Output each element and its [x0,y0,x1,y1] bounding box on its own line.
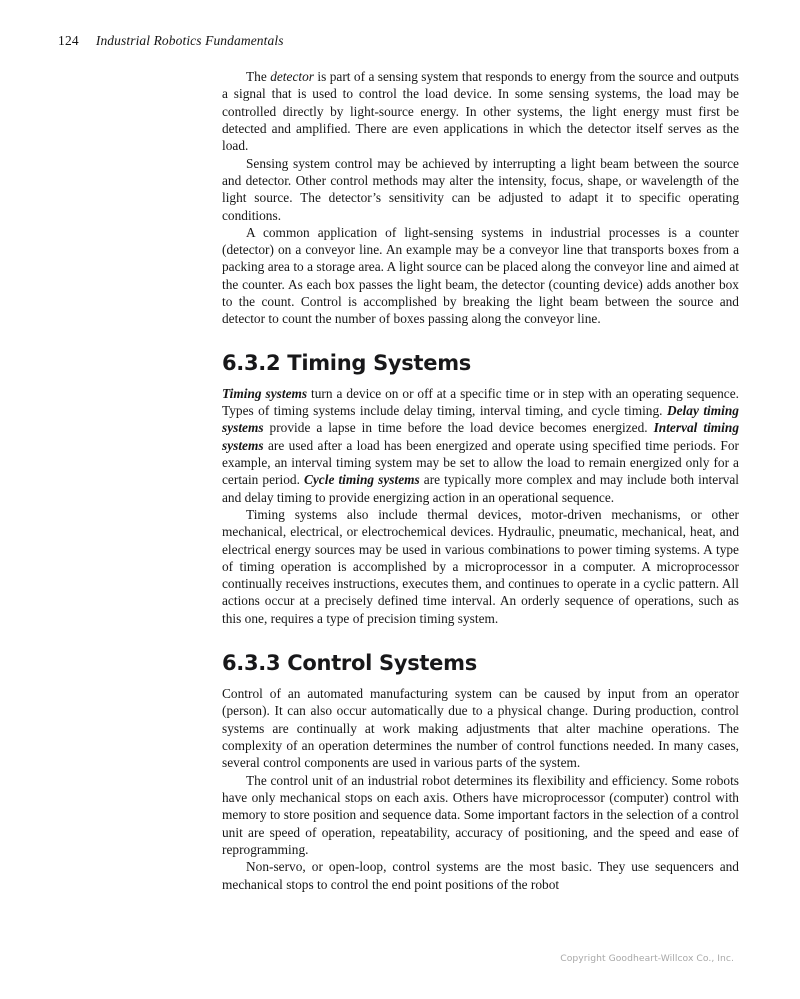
section-heading-632: 6.3.2 Timing Systems [222,350,471,375]
section-heading-633: 6.3.3 Control Systems [222,651,477,676]
emphasis-interval-timing-systems: Interval timing systems [222,420,740,453]
paragraph-non-servo: Non-servo, or open-loop, control systems are the most basic. They use sequencers and mechanical stops to control the end point positions of the robot [222,859,739,892]
paragraph-timing-devices: Timing systems also include thermal devices, motor-driven mechanisms, or other mechanical, electrical, or electrochemical devices. Hydraulic, pneumatic, mechanical, heat, and electrical energy sources may be used in various combinations to power timing systems. A type of timing operation is accomplished by a microprocessor in a computer. A microprocessor continually receives instructions, executes them, and continues to operate in a cyclic pattern. All actions occur at a precisely defined time interval. An orderly sequence of operations, such as this one, requires a type of precision timing system. [222,506,739,626]
paragraph-conveyor-counter: A common application of light-sensing systems in industrial processes is a counter (detector) on a conveyor line. An example may be a conveyor line that transports boxes from a packing area to a storage area. A light source can be placed along the conveyor line and aimed at the counter. As each box passes the light beam, the detector (counting device) adds another box to the count. Control is accomplished by breaking the light beam between the source and detector to count the number of boxes passing along the conveyor line. [222,224,739,327]
paragraph-detector [222,68,739,155]
emphasis-cycle-timing-systems: Cycle timing systems [303,472,420,488]
book-title: Industrial Robotics Fundamentals [95,33,284,48]
paragraph-rest-text: is part of a sensing system that responds to energy from the source and outputs a signal that is used to control the load device. In some sensing systems, the load may be controlled directly by light-source energy. In other systems, the light energy must first be detected and amplified. There are even applications in which the detector itself serves as the load. [222,69,740,154]
paragraph-timing-definitions [222,385,739,506]
paragraph-sensing-control: Sensing system control may be achieved by interrupting a light beam between the source and detector. Other control methods may alter the intensity, focus, shape, or wavelength of the light source. The detector’s sensitivity can be adjusted to adapt it to specific operating conditions. [222,155,739,223]
paragraph-lead-text: The [246,69,271,84]
timing-text-4: are typically more complex and may include both interval and delay timing to provide energizing action in an operational sequence. [222,472,739,505]
emphasis-timing-systems: Timing systems [222,385,308,401]
emphasis-detector: detector [270,69,314,84]
running-head [58,32,284,50]
paragraph-control-intro: Control of an automated manufacturing system can be caused by input from an operator (person). It can also occur automatically due to a physical change. During production, control systems are continually at work making adjustments that alter machine operations. The complexity of an operation determines the number of control functions needed. In many cases, several control components are used in various parts of the system. [222,686,739,771]
timing-text-2: provide a lapse in time before the load device becomes energized. [263,420,654,436]
timing-text-1: turn a device on or off at a specific time or in step with an operating sequence. Types of timing systems include delay timing, interval timing, and cycle timing. [222,385,739,418]
heading-block-timing [222,328,739,385]
heading-block-control [222,627,739,685]
paragraph-control-unit: The control unit of an industrial robot determines its flexibility and efficiency. Some robots have only mechanical stops on each axis. Others have microprocessor (computer) control with memory to store position and sequence data. Some important factors in the selection of a control unit are speed of operation, repeatability, accuracy of positioning, and the speed and ease of reprogramming. [222,772,739,857]
page-number: 124 [58,33,79,48]
emphasis-delay-timing-systems: Delay timing systems [222,403,739,436]
text-column [222,68,739,893]
copyright-notice: Copyright Goodheart-Willcox Co., Inc. [560,953,734,964]
timing-text-3: are used after a load has been energized and operate using specified time periods. For example, an interval timing system may be set to allow the load to remain energized only for a certain period. [222,437,739,488]
